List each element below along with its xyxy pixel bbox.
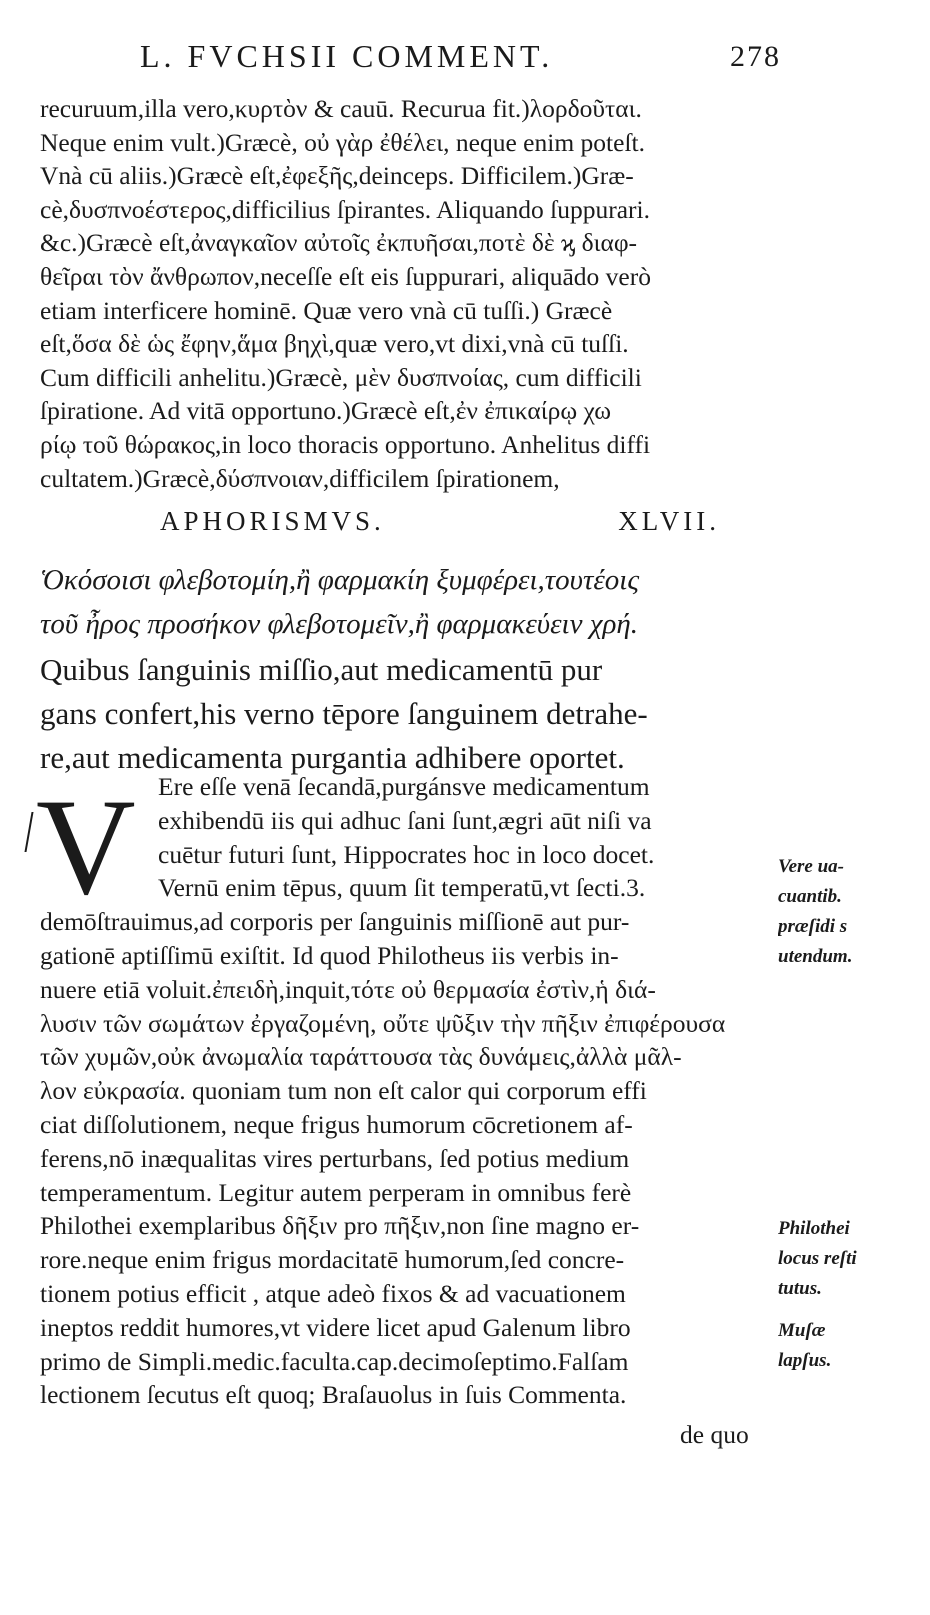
text-line: Vernū enim tēpus, quum ſit temperatū,vt ſecti.3. [158,873,646,903]
text-line: recuruum,illa vero,κυρτὸν & cauū. Recurua fit.)λορδοῦται. [40,94,642,123]
greek-line: τοῦ ἦρος προσήκον φλεβοτομεῖν,ἢ φαρμακεύειν χρή. [40,608,639,640]
text-line: cultatem.)Græcè,δύσπνοιαν,difficilem ſpirationem, [40,463,560,493]
latin-aphorism-text [40,648,770,780]
margin-note-line: lapſus. [778,1350,832,1371]
text-line: exhibendū iis qui adhuc ſani ſunt,ægri aūt niſi va [158,805,652,835]
margin-note-line: Vere ua- [778,856,844,877]
text-line: ciat diſſolutionem, neque frigus humorum cōcretionem af- [40,1109,633,1139]
commentary-top-block [40,92,770,495]
aphorism-label: APHORISMVS. [160,506,385,536]
margin-note-philothei-locus [778,1214,918,1304]
text-line: τῶν χυμῶν,οὐκ ἀνωμαλία ταράττουσα τὰς δυνάμεις,ἀλλὰ μᾶλ- [40,1042,682,1072]
latin-line: re,aut medicamenta purgantia adhibere oportet. [40,740,625,775]
text-line: Neque enim vult.)Græcè, οὐ γὰρ ἐθέλει, neque enim poteſt. [40,127,645,157]
text-line: eſt,ὅσα δὲ ὡς ἔφην,ἅμα βηχὶ,quæ vero,vt dixi,vnà cū tuſſi. [40,329,629,359]
margin-note-line: præſidi s [778,916,848,937]
text-line: Cum difficili anhelitu.)Græcè, μὲν δυσπνοίας, cum difficili [40,362,642,392]
aphorism-number: XLVII. [618,506,720,536]
text-line: primo de Simpli.medic.faculta.cap.decimoſeptimo.Falſam [40,1346,629,1376]
commentary-main-block [40,770,770,1412]
margin-note-line: utendum. [778,946,853,967]
margin-note-line: Muſæ [778,1320,826,1341]
drop-cap-letter: V [36,770,136,923]
margin-note-vere-vacuantibus [778,852,918,972]
text-line: Ere eſſe venā ſecandā,purgánsve medicamentum [158,772,650,801]
text-line: ineptos reddit humores,vt videre licet apud Galenum libro [40,1312,631,1342]
text-line: nuere etiā voluit.ἐπειδὴ,inquit,τότε οὐ θερμασία ἐστὶν,ἡ διά- [40,974,656,1004]
margin-note-line: cuantib. [778,886,842,907]
text-line: cè,δυσπνοέστερος,difficilius ſpirantes. Aliquando ſuppurari. [40,194,650,224]
latin-line: gans confert,his verno tēpore ſanguinem detrahe- [40,696,648,731]
aphorism-heading [160,506,720,537]
page-number: 278 [730,40,781,73]
text-line: etiam interficere hominē. Quæ vero vnà cū tuſſi.) Græcè [40,295,613,325]
text-line: demōſtrauimus,ad corporis per ſanguinis miſſionē aut pur- [40,907,630,937]
text-line: Philothei exemplaribus δῆξιν pro πῆξιν,non ſine magno er- [40,1211,640,1241]
text-line: rore.neque enim frigus mordacitatē humorum,ſed concre- [40,1245,625,1275]
margin-note-line: tutus. [778,1278,822,1299]
greek-aphorism-text [40,558,770,646]
margin-note-line: Philothei [778,1218,850,1239]
text-line: ferens,nō inæqualitas vires perturbans, ſed potius medium [40,1143,630,1173]
text-line: gationē aptiſſimū exiſtit. Id quod Philotheus iis verbis in- [40,940,619,970]
text-line: lectionem ſecutus eſt quoq; Braſauolus in ſuis Commenta. [40,1380,627,1410]
text-line: λον εὐκρασία. quoniam tum non eſt calor qui corporum effi [40,1076,647,1106]
text-line: temperamentum. Legitur autem perperam in omnibus ferè [40,1177,632,1207]
text-line: Vnà cū aliis.)Græcè eſt,ἐφεξῆς,deinceps. Difficilem.)Græ- [40,161,634,191]
text-line: ρίῳ τοῦ θώρακος,in loco thoracis opportuno. Anhelitus diffi [40,429,651,459]
latin-line: Quibus ſanguinis miſſio,aut medicamentū pur [40,652,603,687]
greek-line: Ὁκόσοισι φλεβοτομίη,ἢ φαρμακίη ξυμφέρει,τουτέοις [40,564,640,596]
running-head: L. FVCHSII COMMENT. [140,38,554,74]
catchword: de quo [680,1420,749,1449]
text-line: λυσιν τῶν σωμάτων ἐργαζομένη, οὔτε ψῦξιν τὴν πῆξιν ἐπιφέρουσα [40,1008,726,1038]
text-line: &c.)Græcè eſt,ἀναγκαῖον αὐτοῖς ἐκπυῆσαι,ποτὲ δὲ ϗ διαφ- [40,228,638,258]
text-line: θεῖραι τὸν ἄνθρωπον,neceſſe eſt eis ſuppurari, aliquādo verò [40,261,651,291]
text-line: ſpiratione. Ad vitā opportuno.)Græcè eſt,ἐν ἐπικαίρῳ χω [40,396,612,426]
text-line: cuētur futuri ſunt, Hippocrates hoc in loco docet. [158,839,655,869]
text-line: tionem potius efficit , atque adeò fixos & ad vacuationem [40,1278,626,1308]
margin-note-line: locus reſti [778,1248,857,1269]
margin-note-musae-lapsus [778,1316,918,1376]
